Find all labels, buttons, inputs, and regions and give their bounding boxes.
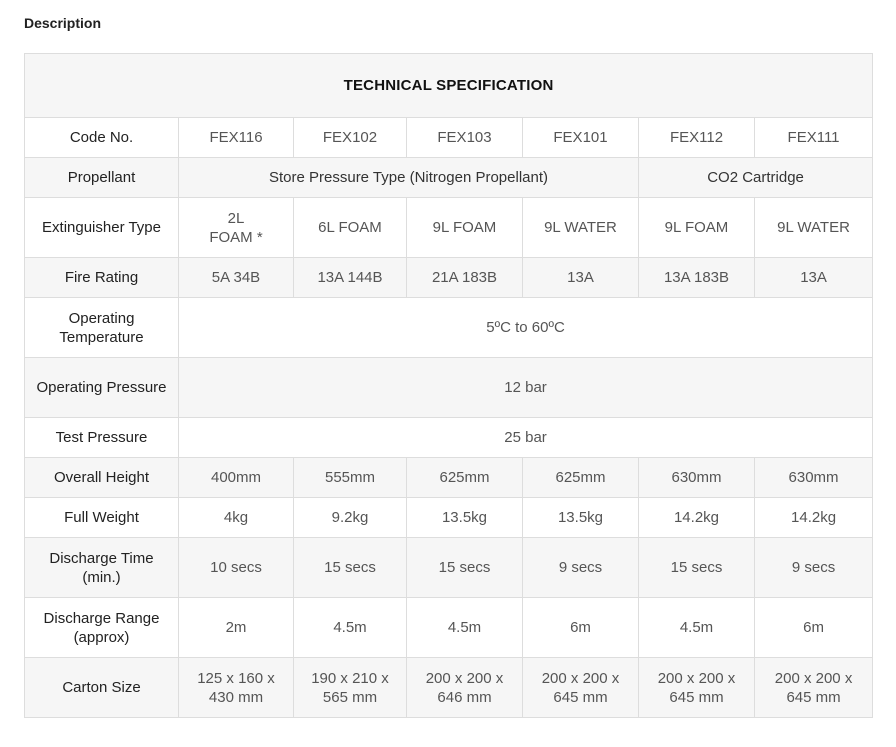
table-cell: 14.2kg: [755, 498, 873, 538]
row-label-test-pressure: Test Pressure: [25, 418, 179, 458]
table-row: [25, 358, 873, 418]
table-row: [25, 538, 873, 598]
table-cell: 13.5kg: [407, 498, 523, 538]
row-label-discharge-range: Discharge Range (approx): [25, 598, 179, 658]
table-row: [25, 198, 873, 258]
table-row: [25, 118, 873, 158]
table-cell: FEX111: [755, 118, 873, 158]
table-cell: 9 secs: [523, 538, 639, 598]
table-cell: 15 secs: [294, 538, 407, 598]
table-cell: 4.5m: [294, 598, 407, 658]
row-label-overall-height: Overall Height: [25, 458, 179, 498]
row-label-operating-temperature: Operating Temperature: [25, 298, 179, 358]
table-cell: 200 x 200 x 646 mm: [407, 658, 523, 718]
table-row: [25, 658, 873, 718]
table-cell: 6L FOAM: [294, 198, 407, 258]
table-row: [25, 158, 873, 198]
table-cell: 4kg: [179, 498, 294, 538]
row-label-propellant: Propellant: [25, 158, 179, 198]
table-cell: 630mm: [639, 458, 755, 498]
table-cell: 9L WATER: [755, 198, 873, 258]
table-cell: 125 x 160 x 430 mm: [179, 658, 294, 718]
table-cell: FEX102: [294, 118, 407, 158]
row-label-discharge-time: Discharge Time (min.): [25, 538, 179, 598]
row-label-code-no: Code No.: [25, 118, 179, 158]
table-cell: 200 x 200 x 645 mm: [755, 658, 873, 718]
row-label-operating-pressure: Operating Pressure: [25, 358, 179, 418]
table-cell: 13A: [755, 258, 873, 298]
table-cell-merged: CO2 Cartridge: [639, 158, 873, 198]
row-label-fire-rating: Fire Rating: [25, 258, 179, 298]
table-cell: 9.2kg: [294, 498, 407, 538]
table-cell: 10 secs: [179, 538, 294, 598]
table-cell: 21A 183B: [407, 258, 523, 298]
table-cell: 400mm: [179, 458, 294, 498]
table-cell: 190 x 210 x 565 mm: [294, 658, 407, 718]
row-label-full-weight: Full Weight: [25, 498, 179, 538]
table-cell: 9L WATER: [523, 198, 639, 258]
table-cell: 13A 183B: [639, 258, 755, 298]
table-row: [25, 258, 873, 298]
table-cell: FEX112: [639, 118, 755, 158]
table-row: [25, 498, 873, 538]
table-cell: 200 x 200 x 645 mm: [639, 658, 755, 718]
table-cell: 9L FOAM: [407, 198, 523, 258]
table-row: [25, 418, 873, 458]
table-cell: 14.2kg: [639, 498, 755, 538]
table-row: [25, 598, 873, 658]
table-cell: 625mm: [523, 458, 639, 498]
table-row: [25, 458, 873, 498]
table-cell: 4.5m: [407, 598, 523, 658]
table-cell: FEX103: [407, 118, 523, 158]
row-label-extinguisher-type: Extinguisher Type: [25, 198, 179, 258]
table-cell-merged: 25 bar: [179, 418, 873, 458]
table-cell: 13.5kg: [523, 498, 639, 538]
table-cell: 630mm: [755, 458, 873, 498]
table-cell: 625mm: [407, 458, 523, 498]
table-cell: 15 secs: [639, 538, 755, 598]
table-cell: 6m: [523, 598, 639, 658]
table-cell-merged: Store Pressure Type (Nitrogen Propellant): [179, 158, 639, 198]
table-title: TECHNICAL SPECIFICATION: [25, 54, 873, 118]
table-cell-merged: 5ºC to 60ºC: [179, 298, 873, 358]
table-cell: 555mm: [294, 458, 407, 498]
table-cell: FEX101: [523, 118, 639, 158]
technical-specification-table: [24, 53, 873, 718]
table-cell: 9L FOAM: [639, 198, 755, 258]
table-cell: FEX116: [179, 118, 294, 158]
table-cell-merged: 12 bar: [179, 358, 873, 418]
table-cell: 5A 34B: [179, 258, 294, 298]
table-cell: 15 secs: [407, 538, 523, 598]
row-label-carton-size: Carton Size: [25, 658, 179, 718]
table-cell: 200 x 200 x 645 mm: [523, 658, 639, 718]
table-row: [25, 298, 873, 358]
table-cell: 6m: [755, 598, 873, 658]
table-cell: 13A: [523, 258, 639, 298]
table-cell: 13A 144B: [294, 258, 407, 298]
table-cell: 2L FOAM *: [179, 198, 294, 258]
table-cell: 9 secs: [755, 538, 873, 598]
table-cell: 2m: [179, 598, 294, 658]
description-heading: Description: [24, 15, 102, 31]
table-cell: 4.5m: [639, 598, 755, 658]
